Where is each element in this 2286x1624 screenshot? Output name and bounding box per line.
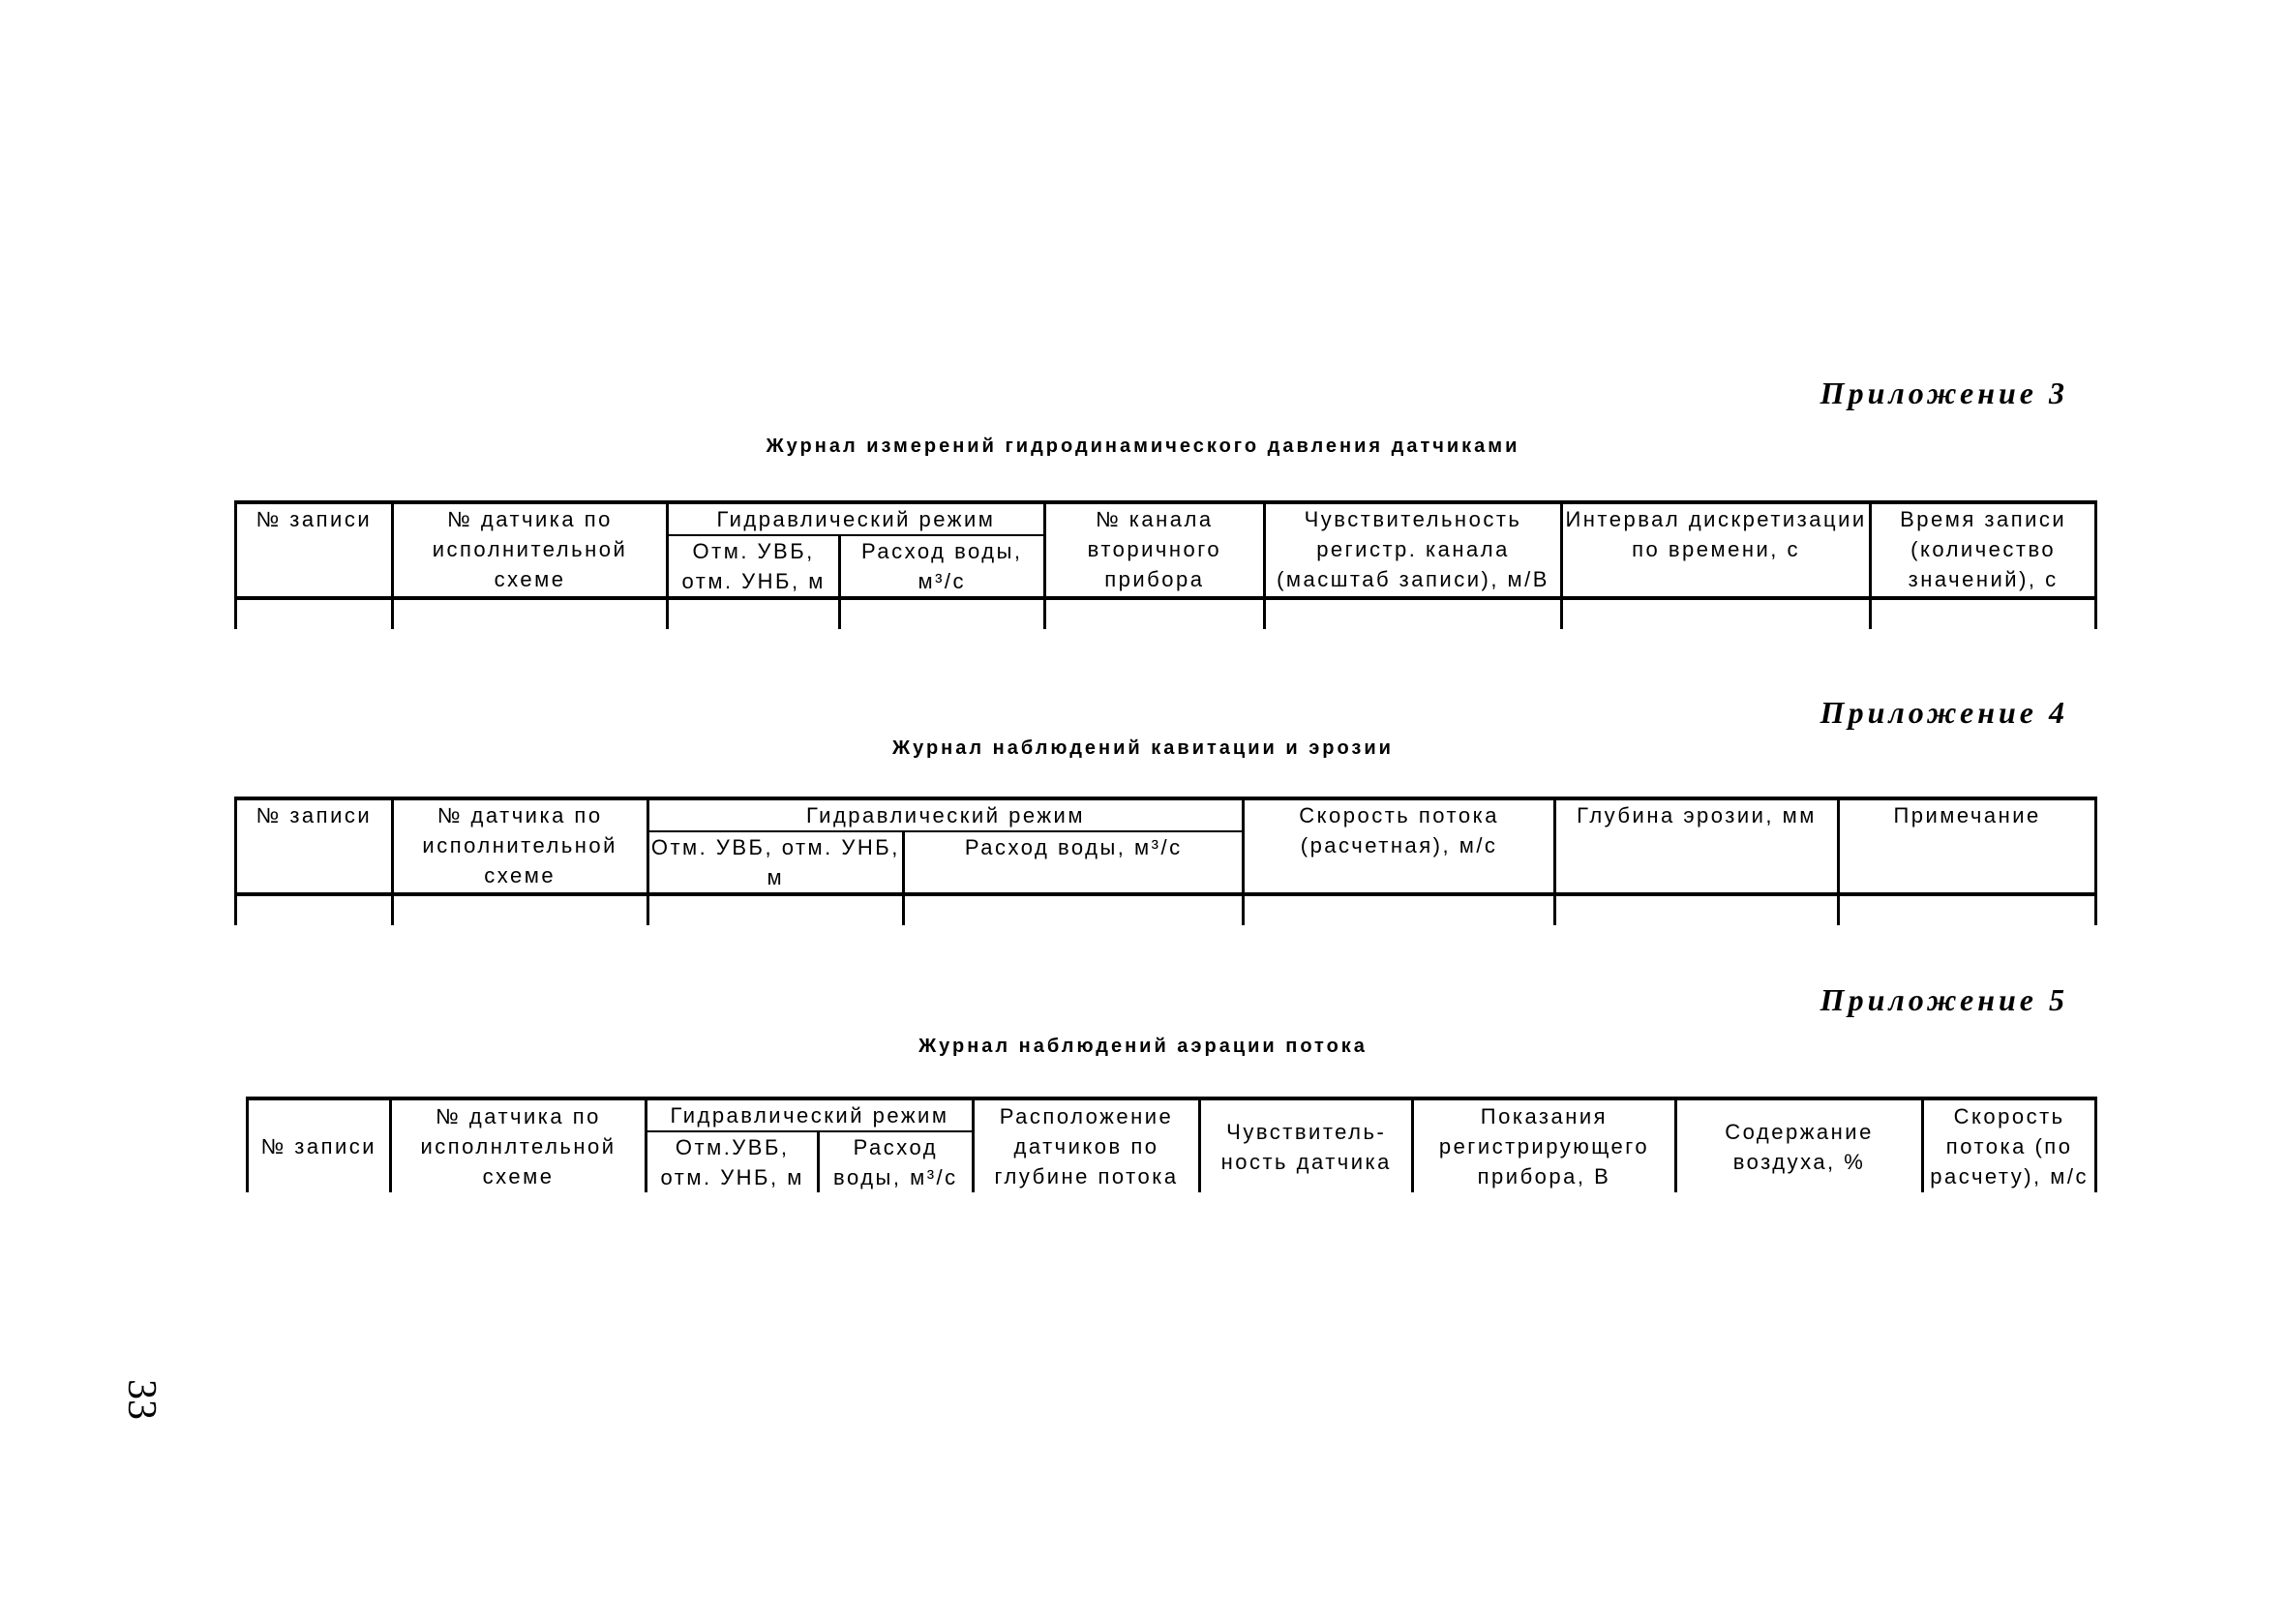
table-cell — [392, 598, 668, 629]
header-hydraulic-mode: Гидравлический режим — [647, 798, 1244, 831]
page-number: 33 — [119, 1379, 164, 1420]
header-air-content: Содержание воздуха, % — [1675, 1098, 1922, 1192]
header-record-no: № записи — [236, 798, 393, 894]
table-cell — [668, 598, 840, 629]
table-cell — [904, 894, 1244, 925]
header-flow-speed: Скорость потока (расчетная), м/с — [1244, 798, 1555, 894]
header-device-readings: Показания регистрирующего прибора, В — [1413, 1098, 1676, 1192]
aeration-journal-table — [246, 1097, 2097, 1192]
header-water-flow: Расход воды, м³/с — [839, 535, 1044, 598]
table-cell — [647, 894, 903, 925]
appendix-3-label: Приложение 3 — [1820, 376, 2068, 410]
header-sampling-interval: Интервал дискретизации по времени, с — [1561, 502, 1870, 598]
header-sensor-sensitivity: Чувствитель-ность датчика — [1200, 1098, 1413, 1192]
header-water-levels: Отм. УВБ, отм. УНБ, м — [668, 535, 840, 598]
header-flow-speed: Скорость потока (по расчету), м/с — [1923, 1098, 2096, 1192]
appendix-3-title: Журнал измерений гидродинамического давления датчиками — [766, 436, 1520, 457]
table-cell — [1561, 598, 1870, 629]
table-row — [236, 598, 2096, 629]
cavitation-journal-table — [234, 797, 2097, 925]
table-cell — [1265, 598, 1562, 629]
header-erosion-depth: Глубина эрозии, мм — [1554, 798, 1838, 894]
header-channel-sensitivity: Чувствительность регистр. канала (масштаб записи), м/В — [1265, 502, 1562, 598]
pressure-journal-table — [234, 500, 2097, 629]
table-cell — [1244, 894, 1555, 925]
header-channel-no: № канала вторичного прибора — [1044, 502, 1265, 598]
table-cell — [1554, 894, 1838, 925]
table-cell — [236, 598, 393, 629]
appendix-4-label: Приложение 4 — [1820, 695, 2068, 730]
header-water-levels: Отм.УВБ, отм. УНБ, м — [647, 1131, 819, 1192]
header-water-levels: Отм. УВБ, отм. УНБ, м — [647, 831, 903, 894]
header-water-flow: Расход воды, м³/с — [819, 1131, 974, 1192]
header-note: Примечание — [1839, 798, 2096, 894]
table-cell — [839, 598, 1044, 629]
header-record-no: № записи — [248, 1098, 391, 1192]
table-cell — [236, 894, 393, 925]
appendix-5-label: Приложение 5 — [1820, 982, 2068, 1017]
header-sensor-no: № датчика по исполнительной схеме — [392, 502, 668, 598]
header-hydraulic-mode: Гидравлический режим — [668, 502, 1044, 535]
table-row — [236, 894, 2096, 925]
table-cell — [1871, 598, 2096, 629]
header-sensor-no: № датчика по исполнительной схеме — [392, 798, 647, 894]
table-cell — [392, 894, 647, 925]
appendix-4-title: Журнал наблюдений кавитации и эрозии — [892, 737, 1394, 759]
header-sensor-location: Расположение датчиков по глубине потока — [973, 1098, 1200, 1192]
header-water-flow: Расход воды, м³/с — [904, 831, 1244, 894]
header-record-time: Время записи (количество значений), с — [1871, 502, 2096, 598]
appendix-5-title: Журнал наблюдений аэрации потока — [918, 1036, 1368, 1057]
table-cell — [1839, 894, 2096, 925]
table-cell — [1044, 598, 1265, 629]
header-sensor-no: № датчика по исполнлтельной схеме — [390, 1098, 647, 1192]
header-hydraulic-mode: Гидравлический режим — [647, 1098, 973, 1131]
header-record-no: № записи — [236, 502, 393, 598]
